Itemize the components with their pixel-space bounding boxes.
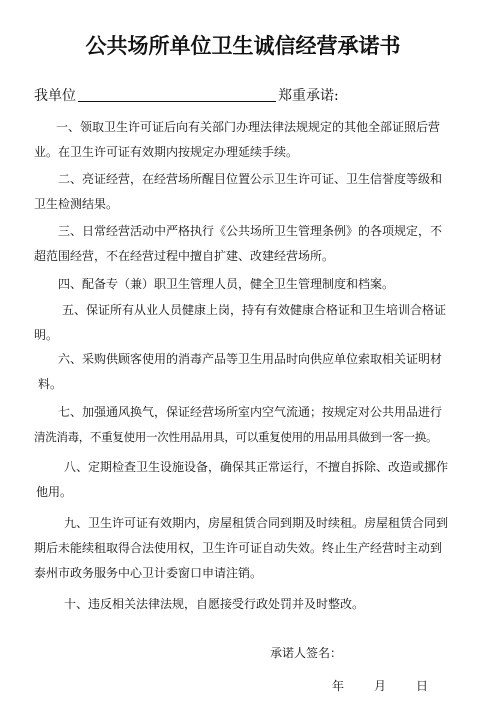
commitment-item-5 xyxy=(34,298,454,348)
item-line: 三、日常经营活动中严格执行《公共场所卫生管理条例》的各项规定，不 xyxy=(58,224,443,238)
document-title: 公共场所单位卫生诚信经营承诺书 xyxy=(85,34,401,58)
item-line: 九、卫生许可证有效期内，房屋租赁合同到期及时续租。房屋租赁合同到 xyxy=(64,516,449,530)
date-day: 日 xyxy=(416,679,429,693)
commitment-item-9 xyxy=(34,511,454,586)
unit-intro-line xyxy=(34,85,339,105)
commitment-item-4 xyxy=(34,272,454,297)
item-line: 泰州市政务服务中心卫计委窗口申请注销。 xyxy=(34,566,263,580)
item-line: 七、加强通风换气，保证经营场所室内空气流通；按规定对公共用品进行 xyxy=(58,405,443,419)
commitment-item-2 xyxy=(34,167,454,217)
item-line: 超范围经营，不在经营过程中擅自扩建、改建经营场所。 xyxy=(34,249,335,263)
date-year: 年 xyxy=(332,679,345,693)
commitment-item-10 xyxy=(34,592,454,617)
unit-suffix: 郑重承诺: xyxy=(278,88,339,104)
item-line: 四、配备专（兼）职卫生管理人员，健全卫生管理制度和档案。 xyxy=(58,277,395,291)
item-line: 明。 xyxy=(34,328,59,342)
item-line: 八、定期检查卫生设施设备，确保其正常运行，不擅自拆除、改造或挪作 xyxy=(64,460,449,474)
item-line: 期后未能续租取得合法使用权，卫生许可证自动失效。终止生产经营时主动到 xyxy=(34,541,443,555)
item-line: 五、保证所有从业人员健康上岗，持有有效健康合格证和卫生培训合格证 xyxy=(62,303,447,317)
item-line: 业。在卫生许可证有效期内按规定办理延续手续。 xyxy=(34,145,299,159)
item-line: 清洗消毒，不重复使用一次性用品用具，可以重复使用的用品用具做到一客一换。 xyxy=(34,430,438,444)
item-line: 十、违反相关法律法规，自愿接受行政处罚并及时整改。 xyxy=(64,597,365,611)
item-line: 一、领取卫生许可证后向有关部门办理法律法规规定的其他全部证照后营 xyxy=(56,120,441,134)
date-month: 月 xyxy=(374,679,387,693)
commitment-item-8 xyxy=(34,455,454,505)
item-line: 料。 xyxy=(38,377,63,391)
commitment-item-1 xyxy=(34,115,454,165)
item-line: 他用。 xyxy=(36,485,73,499)
unit-prefix: 我单位 xyxy=(34,88,76,104)
unit-name-blank xyxy=(78,87,276,102)
item-line: 卫生检测结果。 xyxy=(34,197,119,211)
commitment-item-6 xyxy=(34,347,454,397)
commitment-item-7 xyxy=(34,400,454,450)
commitment-item-3 xyxy=(34,219,454,269)
signature-label: 承诺人签名： xyxy=(270,646,343,660)
item-line: 二、亮证经营，在经营场所醒目位置公示卫生许可证、卫生信誉度等级和 xyxy=(58,172,443,186)
item-line: 六、采购供顾客使用的消毒产品等卫生用品时向供应单位索取相关证明材 xyxy=(58,352,443,366)
